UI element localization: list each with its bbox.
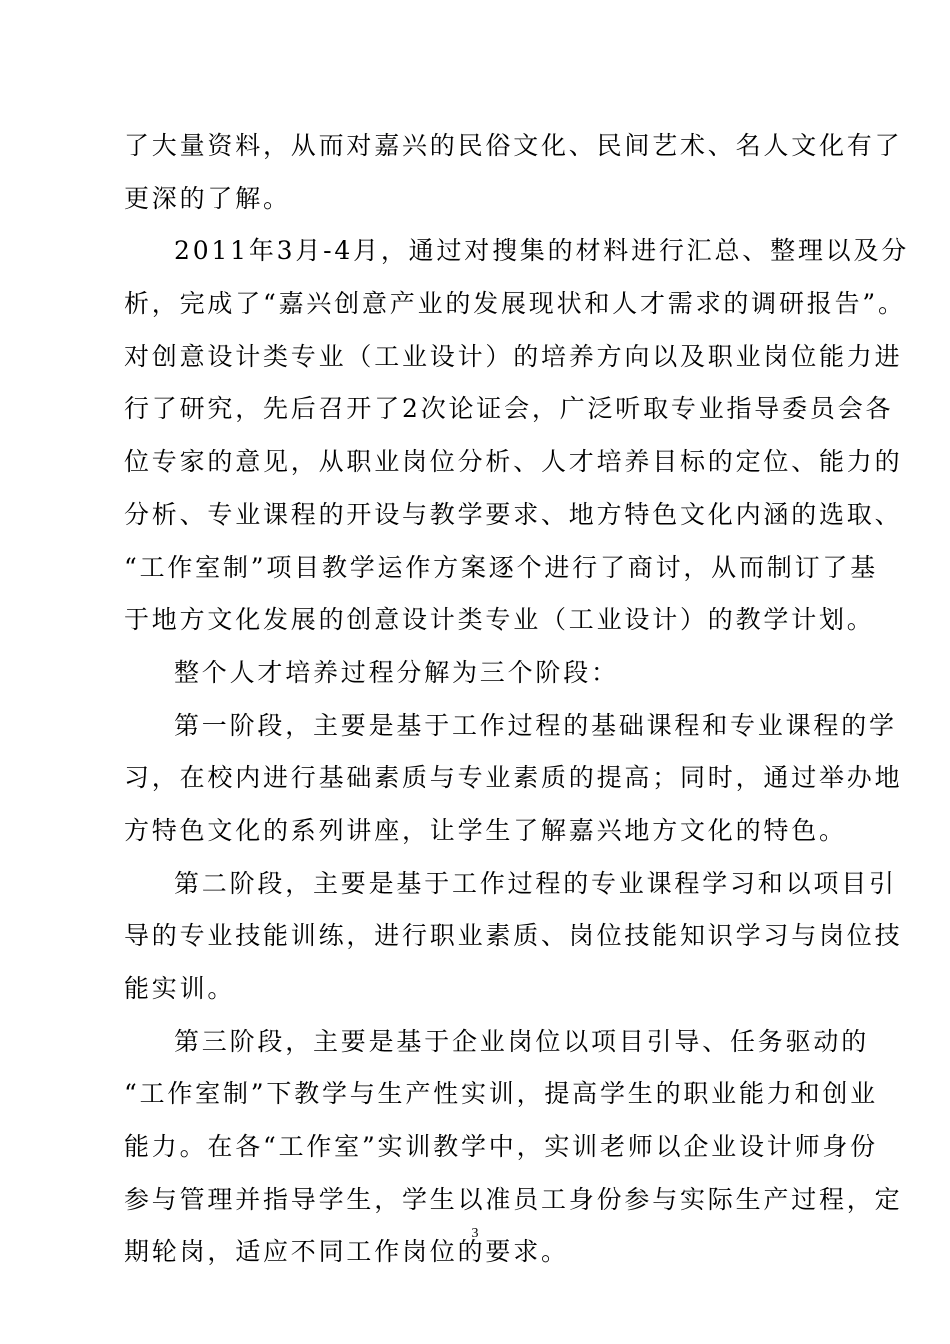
text-line: 方特色文化的系列讲座，让学生了解嘉兴地方文化的特色。 <box>124 815 847 845</box>
paragraph-start-line: 第一阶段，主要是基于工作过程的基础课程和专业课程的学 <box>174 710 897 740</box>
text-line: 分析、专业课程的开设与教学要求、地方特色文化内涵的选取、 <box>124 499 903 529</box>
text-line: 能力。在各“工作室”实训教学中，实训老师以企业设计师身份 <box>124 1132 878 1162</box>
text-line: 析，完成了“嘉兴创意产业的发展现状和人才需求的调研报告”。 <box>124 289 906 319</box>
text-line: 期轮岗，适应不同工作岗位的要求。 <box>124 1237 569 1267</box>
text-line: 位专家的意见，从职业岗位分析、人才培养目标的定位、能力的 <box>124 447 903 477</box>
text-line: 于地方文化发展的创意设计类专业（工业设计）的教学计划。 <box>124 605 875 635</box>
paragraph-start-line: 2011年3月-4月，通过对搜集的材料进行汇总、整理以及分 <box>174 236 910 266</box>
page-number: 3 <box>471 1226 479 1241</box>
text-line: 导的专业技能训练，进行职业素质、岗位技能知识学习与岗位技 <box>124 921 903 951</box>
text-line: 更深的了解。 <box>124 183 291 213</box>
text-line: 行了研究，先后召开了2次论证会，广泛听取专业指导委员会各 <box>124 394 894 424</box>
text-line: 参与管理并指导学生，学生以准员工身份参与实际生产过程，定 <box>124 1184 903 1214</box>
text-line: 能实训。 <box>124 974 236 1003</box>
text-line: 习，在校内进行基础素质与专业素质的提高；同时，通过举办地 <box>124 763 903 793</box>
text-line: “工作室制”项目教学运作方案逐个进行了商讨，从而制订了基 <box>124 552 878 582</box>
text-line: 了大量资料，从而对嘉兴的民俗文化、民间艺术、名人文化有了 <box>124 131 903 160</box>
text-line: 对创意设计类专业（工业设计）的培养方向以及职业岗位能力进 <box>124 341 903 371</box>
paragraph-start-line: 整个人才培养过程分解为三个阶段： <box>174 657 619 687</box>
paragraph-start-line: 第二阶段，主要是基于工作过程的专业课程学习和以项目引 <box>174 868 897 898</box>
paragraph-start-line: 第三阶段，主要是基于企业岗位以项目引导、任务驱动的 <box>174 1026 870 1056</box>
text-line: “工作室制”下教学与生产性实训，提高学生的职业能力和创业 <box>124 1079 878 1109</box>
document-body <box>124 120 910 1279</box>
